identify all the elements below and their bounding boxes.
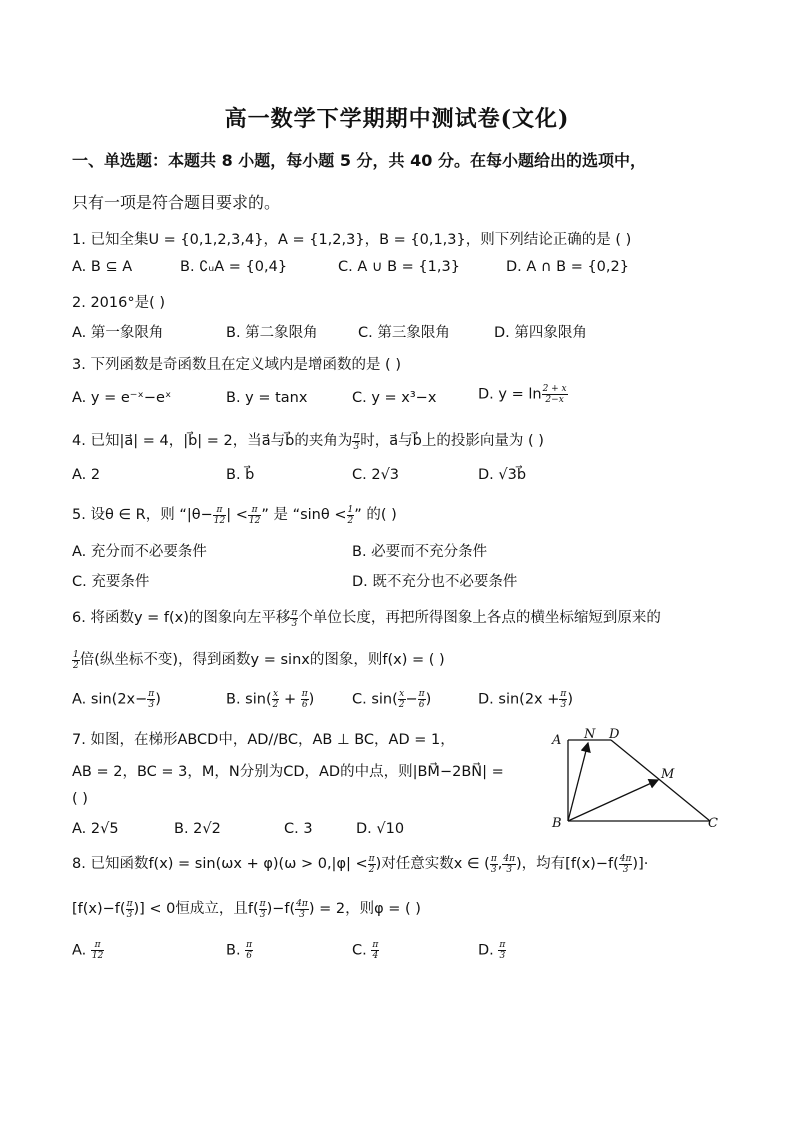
fraction-one-half: $\frac{1}{2}$ [73,649,79,671]
fraction-pi-over-12: $\frac{\pi}{12}$ [213,504,226,526]
question-1-option-a: A. B ⊆ A [72,259,133,275]
question-5-stem-part-b: | < [226,507,248,523]
fraction-pi-over-6: $\frac{\pi}{6}$ [418,689,425,710]
label-m: M [661,767,675,782]
question-4-stem-part-b: 时，a⃗与b⃗上的投影向量为 ( ) [360,433,544,449]
question-5-option-d: D. 既不充分也不必要条件 [352,574,518,590]
fraction-pi-over-3: $\frac{\pi}{3}$ [499,940,506,961]
question-8-part-f: )] < 0恒成立，且f( [133,901,259,917]
question-6-option-a [72,689,161,710]
section-heading-line1: 一、单选题：本题共 8 小题，每小题 5 分，共 40 分。在每小题给出的选项中， [72,151,646,170]
fraction-pi-over-12: $\frac{\pi}{12}$ [248,504,261,526]
question-1-stem: 1. 已知全集U = {0,1,2,3,4}，A = {1,2,3}，B = {0,1,3}，则下列结论正确的是 ( ) [72,232,632,248]
question-3-option-a: A. y = e⁻ˣ−eˣ [72,390,172,406]
question-1-option-c: C. A ∪ B = {1,3} [338,259,460,275]
paren: ) [425,691,432,708]
fraction-pi-over-12: $\frac{\pi}{12}$ [91,940,104,961]
question-3-option-d [478,384,568,405]
question-8-option-c [352,940,379,961]
trapezoid-figure [548,726,738,836]
fraction-pi-over-2: $\frac{\pi}{2}$ [368,853,375,875]
comma: , [497,856,503,872]
question-6-option-c [352,689,431,710]
page-title: 高一数学下学期期中测试卷(文化) [224,106,570,132]
question-5-stem [72,503,397,526]
fraction-x-over-2: $\frac{x}{2}$ [272,689,279,710]
question-5-option-c: C. 充要条件 [72,574,150,590]
fraction-pi-over-3: $\frac{\pi}{3}$ [259,898,266,920]
fraction-pi-over-3: $\frac{\pi}{3}$ [291,607,298,629]
question-8-part-b: )对任意实数x ∈ ( [375,856,490,872]
question-7-option-d: D. √10 [356,821,405,837]
question-4-option-d: D. √3b⃗ [478,467,527,483]
fraction-pi-over-3: $\frac{\pi}{3}$ [353,430,360,452]
question-2-option-c: C. 第三象限角 [358,325,450,341]
question-8-part-e: [f(x)−f( [72,901,126,917]
fraction-4pi-over-3: $\frac{4\pi}{3}$ [503,853,516,875]
question-5-option-a: A. 充分而不必要条件 [72,544,207,560]
question-4-option-a: A. 2 [72,467,101,483]
label-n: N [584,727,596,742]
label-a: A [552,733,562,748]
question-2-option-a: A. 第一象限角 [72,325,164,341]
fraction-pi-over-3: $\frac{\pi}{3}$ [490,853,497,875]
question-3-stem: 3. 下列函数是奇函数且在定义域内是增函数的是 ( ) [72,357,401,373]
fraction-pi-over-6: $\frac{\pi}{6}$ [246,940,253,961]
question-4-option-b: B. b⃗ [226,467,255,483]
fraction-pi-over-3: $\frac{\pi}{3}$ [560,689,567,710]
question-2-option-d: D. 第四象限角 [494,325,587,341]
option-label: A. sin(2x− [72,691,148,708]
section-heading-line2: 只有一项是符合题目要求的。 [72,193,281,212]
question-4-stem-part-a: 4. 已知|a⃗| = 4，|b⃗| = 2，当a⃗与b⃗的夹角为 [72,433,353,449]
question-2-stem: 2. 2016°是( ) [72,295,166,311]
question-5-stem-part-c: ” 是 “sinθ < [261,507,347,523]
question-7-option-c: C. 3 [284,821,313,837]
question-1-option-d: D. A ∩ B = {0,2} [506,259,629,275]
fraction-one-half: $\frac{1}{2}$ [347,504,354,526]
question-3-option-d-label: D. y = ln [478,386,542,403]
vector-bm [568,780,658,821]
question-7-option-b: B. 2√2 [174,821,221,837]
label-d: D [609,727,620,742]
fraction-4pi-over-3: $\frac{4\pi}{3}$ [296,898,308,920]
question-7-stem-line3: ( ) [72,791,88,807]
question-4-stem [72,429,544,452]
question-6-stem-part-c: 倍(纵坐标不变)，得到函数y = sinx的图象，则f(x) = ( ) [79,652,445,668]
question-4-option-c: C. 2√3 [352,467,400,483]
vector-bn [568,743,588,821]
question-6-stem-part-b: 个单位长度，再把所得图象上各点的横坐标缩短到原来的 [298,610,661,626]
question-8-option-a [72,940,104,961]
question-7-stem-line2: AB = 2，BC = 3，M，N分别为CD，AD的中点，则|BM⃗−2BN⃗| = [72,764,504,780]
question-5-stem-part-a: 5. 设θ ∈ R，则 “|θ− [72,507,213,523]
option-label: A. [72,942,87,959]
option-label: C. sin( [352,691,398,708]
question-5-option-b: B. 必要而不充分条件 [352,544,488,560]
question-8-part-a: 8. 已知函数f(x) = sin(ωx + φ)(ω > 0,|φ| < [72,856,368,872]
question-7-option-a: A. 2√5 [72,821,119,837]
question-8-stem-line2 [72,897,421,920]
option-label: B. sin( [226,691,272,708]
paren: ) [155,691,161,708]
option-label: D. [478,942,494,959]
fraction-pi-over-3: $\frac{\pi}{3}$ [126,898,133,920]
question-8-part-d: )]· [632,856,649,872]
label-c: C [708,816,718,831]
option-label: C. [352,942,367,959]
question-8-stem-line1 [72,852,648,875]
fraction-pi-over-6: $\frac{\pi}{6}$ [301,689,308,710]
question-8-part-h: ) = 2，则φ = ( ) [308,901,421,917]
question-3-option-c: C. y = x³−x [352,390,437,406]
minus: − [405,691,418,708]
question-8-part-c: )，均有[f(x)−f( [516,856,619,872]
paren: ) [567,691,573,708]
question-6-option-d [478,689,573,710]
option-label: D. sin(2x + [478,691,560,708]
question-8-part-g: )−f( [266,901,296,917]
fraction-pi-over-4: $\frac{\pi}{4}$ [372,940,379,961]
question-6-option-b [226,689,314,710]
fraction-x-over-2: $\frac{x}{2}$ [398,689,405,710]
question-2-option-b: B. 第二象限角 [226,325,318,341]
fraction-4pi-over-3: $\frac{4\pi}{3}$ [619,853,632,875]
plus: + [279,691,301,708]
question-8-option-b [226,940,253,961]
question-6-stem-line1 [72,606,661,629]
fraction: $\frac{2 + x}{2-x}$ [542,384,567,405]
question-8-option-d [478,940,506,961]
question-5-stem-part-d: ” 的( ) [354,507,397,523]
question-7-stem-line1: 7. 如图，在梯形ABCD中，AD//BC，AB ⊥ BC，AD = 1， [72,732,455,748]
question-1-option-b: B. ∁ᵤA = {0,4} [180,259,288,275]
paren: ) [308,691,315,708]
question-6-stem-line2 [72,648,445,671]
question-3-option-b: B. y = tanx [226,390,308,406]
fraction-pi-over-3: $\frac{\pi}{3}$ [148,689,155,710]
option-label: B. [226,942,241,959]
question-6-stem-part-a: 6. 将函数y = f(x)的图象向左平移 [72,610,291,626]
label-b: B [552,816,562,831]
